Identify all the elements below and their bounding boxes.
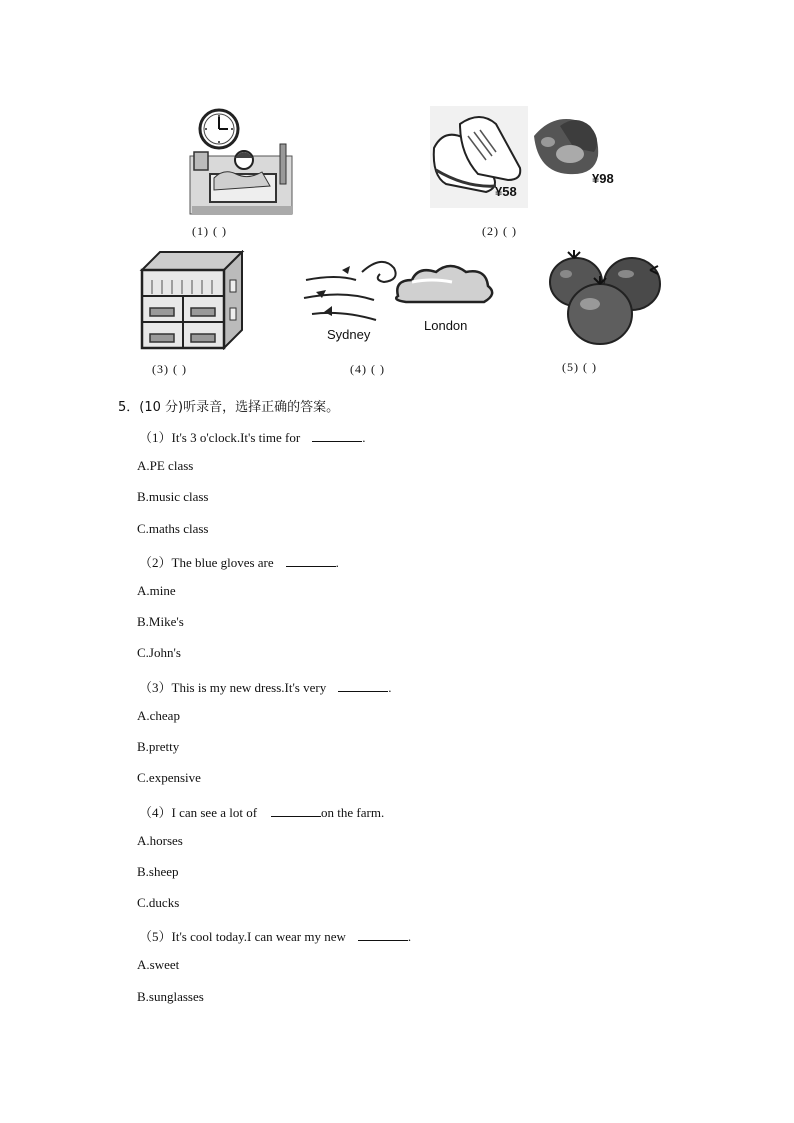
building-floors-icon xyxy=(138,250,246,350)
clock-bedroom-icon xyxy=(188,108,296,218)
question-stem: （1）It's 3 o'clock.It's time for xyxy=(139,430,301,445)
option: A.sweet xyxy=(137,957,180,972)
question-stem: （5）It's cool today.I can wear my new xyxy=(139,929,346,944)
image-caption-1: (1) ( ) xyxy=(192,224,227,238)
option: C.maths class xyxy=(137,521,209,536)
image-caption-3: (3) ( ) xyxy=(152,362,187,376)
image-caption-5: (5) ( ) xyxy=(562,360,597,374)
answer-blank[interactable] xyxy=(358,928,408,941)
option: B.Mike's xyxy=(137,614,184,629)
option: A.PE class xyxy=(137,458,194,473)
city-label-london: London xyxy=(424,318,468,333)
question-stem: （3）This is my new dress.It's very xyxy=(139,680,327,695)
price-label-right: ¥98 xyxy=(592,171,614,186)
option: C.ducks xyxy=(137,895,180,910)
image-caption-2: (2) ( ) xyxy=(482,224,517,238)
question-1 xyxy=(139,427,365,446)
question-3 xyxy=(139,677,391,696)
option: A.mine xyxy=(137,583,176,598)
question-2 xyxy=(139,552,339,571)
question-suffix: on the farm. xyxy=(321,805,385,820)
image-caption-4: (4) ( ) xyxy=(350,362,385,376)
answer-blank[interactable] xyxy=(312,429,362,442)
option: A.cheap xyxy=(137,708,180,723)
section-heading: 5．(10 分)听录音，选择正确的答案。 xyxy=(118,400,340,415)
question-5 xyxy=(139,926,411,945)
question-suffix: . xyxy=(407,929,412,944)
question-suffix: . xyxy=(388,680,392,695)
city-label-sydney: Sydney xyxy=(327,327,371,342)
answer-blank[interactable] xyxy=(338,679,388,692)
option: B.sunglasses xyxy=(137,989,204,1004)
option: C.expensive xyxy=(137,770,201,785)
question-suffix: . xyxy=(362,430,366,445)
price-label-left: ¥58 xyxy=(495,184,517,199)
question-suffix: . xyxy=(335,555,339,570)
option: B.sheep xyxy=(137,864,179,879)
question-4 xyxy=(139,802,384,821)
option: B.music class xyxy=(137,489,209,504)
tomatoes-icon xyxy=(546,250,666,346)
question-stem: （2）The blue gloves are xyxy=(139,555,274,570)
shoes-price-icon xyxy=(430,106,618,208)
option: B.pretty xyxy=(137,739,180,754)
option: A.horses xyxy=(137,833,183,848)
answer-blank[interactable] xyxy=(286,554,336,567)
option: C.John's xyxy=(137,645,181,660)
answer-blank[interactable] xyxy=(271,804,321,817)
question-stem: （4）I can see a lot of xyxy=(139,805,258,820)
